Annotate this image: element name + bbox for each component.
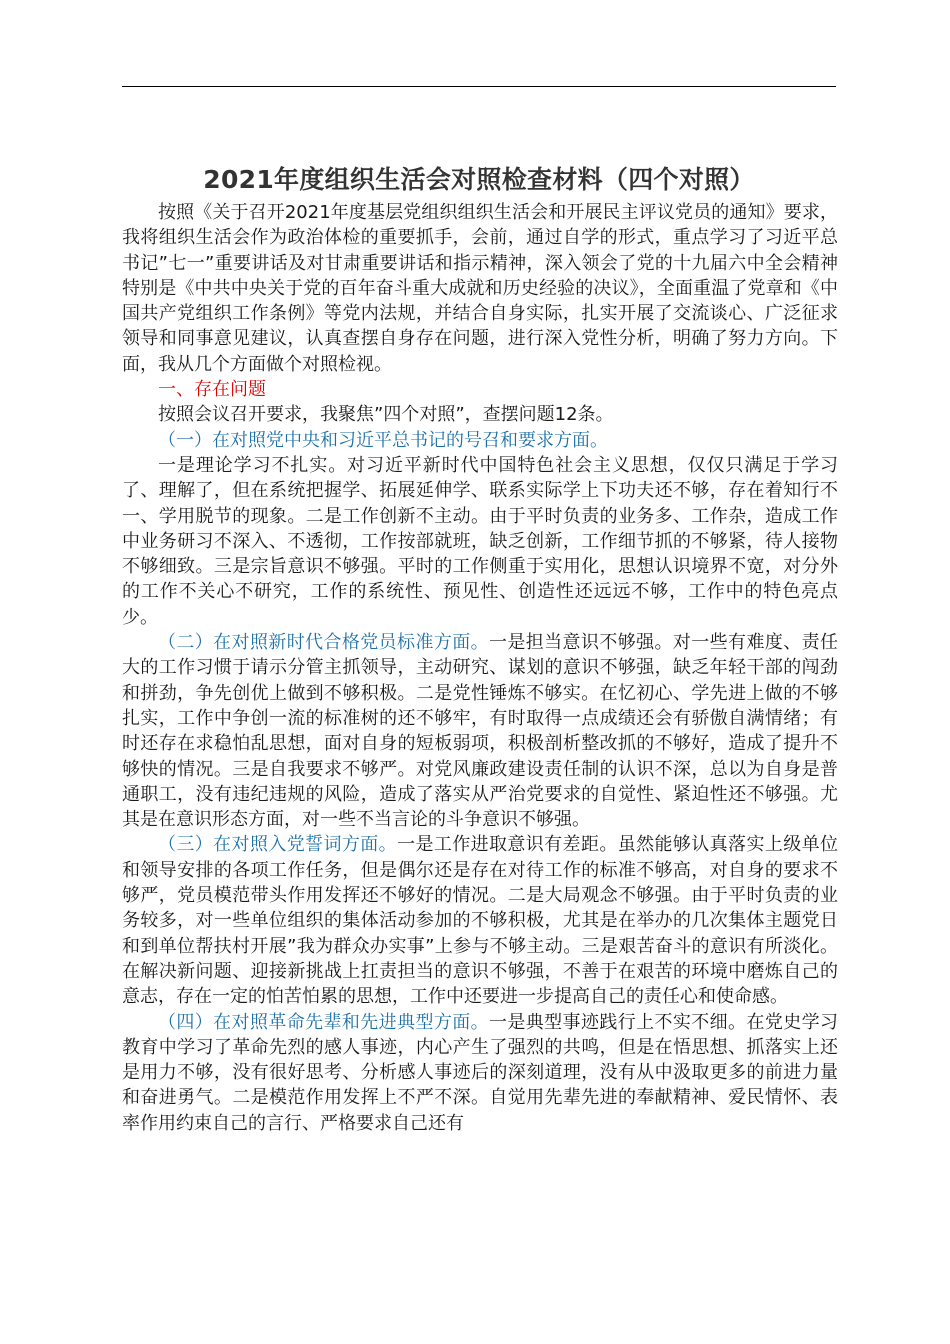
header-rule: [122, 86, 836, 87]
subsection-2-paragraph: [122, 630, 838, 832]
subsection-2-text: 一是担当意识不够强。对一些有难度、责任大的工作习惯于请示分管主抓领导，主动研究、谋划的意识不够强，缺乏年轻干部的闯劲和拼劲，争先创优上做到不够积极。二是党性锤炼不够实。在忆初心、学先进上做的不够扎实，工作中争创一流的标准树的还不够牢，有时取得一点成绩还会有骄傲自满情绪；有时还存在求稳怕乱思想，面对自身的短板弱项，积极剖析整改抓的不够好，造成了提升不够快的情况。三是自我要求不够严。对党风廉政建设责任制的认识不深，总以为自身是普通职工，没有违纪违规的风险，造成了落实从严治党要求的自觉性、紧迫性还不够强。尤其是在意识形态方面，对一些不当言论的斗争意识不够强。: [122, 632, 838, 831]
document-body: [122, 200, 838, 1136]
subsection-1-heading: （一）在对照党中央和习近平总书记的号召和要求方面。: [158, 429, 608, 451]
intro-paragraph: 按照《关于召开2021年度基层党组织组织生活会和开展民主评议党员的通知》要求，我将组织生活会作为政治体检的重要抓手，会前，通过自学的形式，重点学习了习近平总书记”七一”重要讲话及对甘肃重要讲话和指示精神，深入领会了党的十九届六中全会精神特别是《中共中央关于党的百年奋斗重大成就和历史经验的决议》，全面重温了党章和《中国共产党组织工作条例》等党内法规，并结合自身实际，扎实开展了交流谈心、广泛征求领导和同事意见建议，认真查摆自身存在问题，进行深入党性分析，明确了努力方向。下面，我从几个方面做个对照检视。: [122, 202, 838, 375]
document-title: 2021年度组织生活会对照检查材料（四个对照）: [203, 164, 755, 194]
subsection-3-heading: （三）在对照入党誓词方面。: [158, 834, 398, 856]
subsection-2-heading: （二）在对照新时代合格党员标准方面。: [158, 632, 489, 654]
subsection-4-heading: （四）在对照革命先辈和先进典型方面。: [158, 1011, 489, 1033]
section-heading: 一、存在问题: [158, 379, 266, 401]
subsection-4-paragraph: [122, 1010, 838, 1136]
subsection-1-text: 一是理论学习不扎实。对习近平新时代中国特色社会主义思想，仅仅只满足于学习了、理解了，但在系统把握学、拓展延伸学、联系实际学上下功夫还不够，存在着知行不一、学用脱节的现象。二是工作创新不主动。由于平时负责的业务多、工作杂，造成工作中业务研习不深入、不透彻，工作按部就班，缺乏创新，工作细节抓的不够紧，待人接物不够细致。三是宗旨意识不够强。平时的工作侧重于实用化，思想认识境界不宽，对分外的工作不关心不研究，工作的系统性、预见性、创造性还远远不够，工作中的特色亮点少。: [122, 454, 838, 628]
section-intro: 按照会议召开要求，我聚焦”四个对照”，查摆问题12条。: [158, 404, 614, 426]
subsection-3-text: 一是工作进取意识有差距。虽然能够认真落实上级单位和领导安排的各项工作任务，但是偶尔还是存在对待工作的标准不够高，对自身的要求不够严，党员模范带头作用发挥还不够好的情况。二是大局观念不够强。由于平时负责的业务较多，对一些单位组织的集体活动参加的不够积极，尤其是在举办的几次集体主题党日和到单位帮扶村开展”我为群众办实事”上参与不够主动。三是艰苦奋斗的意识有所淡化。在解决新问题、迎接新挑战上扛责担当的意识不够强，不善于在艰苦的环境中磨炼自己的意志，存在一定的怕苦怕累的思想，工作中还要进一步提高自己的责任心和使命感。: [122, 834, 839, 1008]
subsection-3-paragraph: [122, 832, 838, 1009]
subsection-4-text: 一是典型事迹践行上不实不细。在党史学习教育中学习了革命先烈的感人事迹，内心产生了强烈的共鸣，但是在悟思想、抓落实上还是用力不够，没有很好思考、分析感人事迹后的深刻道理，没有从中汲取更多的前进力量和奋进勇气。二是模范作用发挥上不严不深。自觉用先辈先进的奉献精神、爱民情怀、表率作用约束自己的言行、严格要求自己还有: [122, 1011, 838, 1134]
